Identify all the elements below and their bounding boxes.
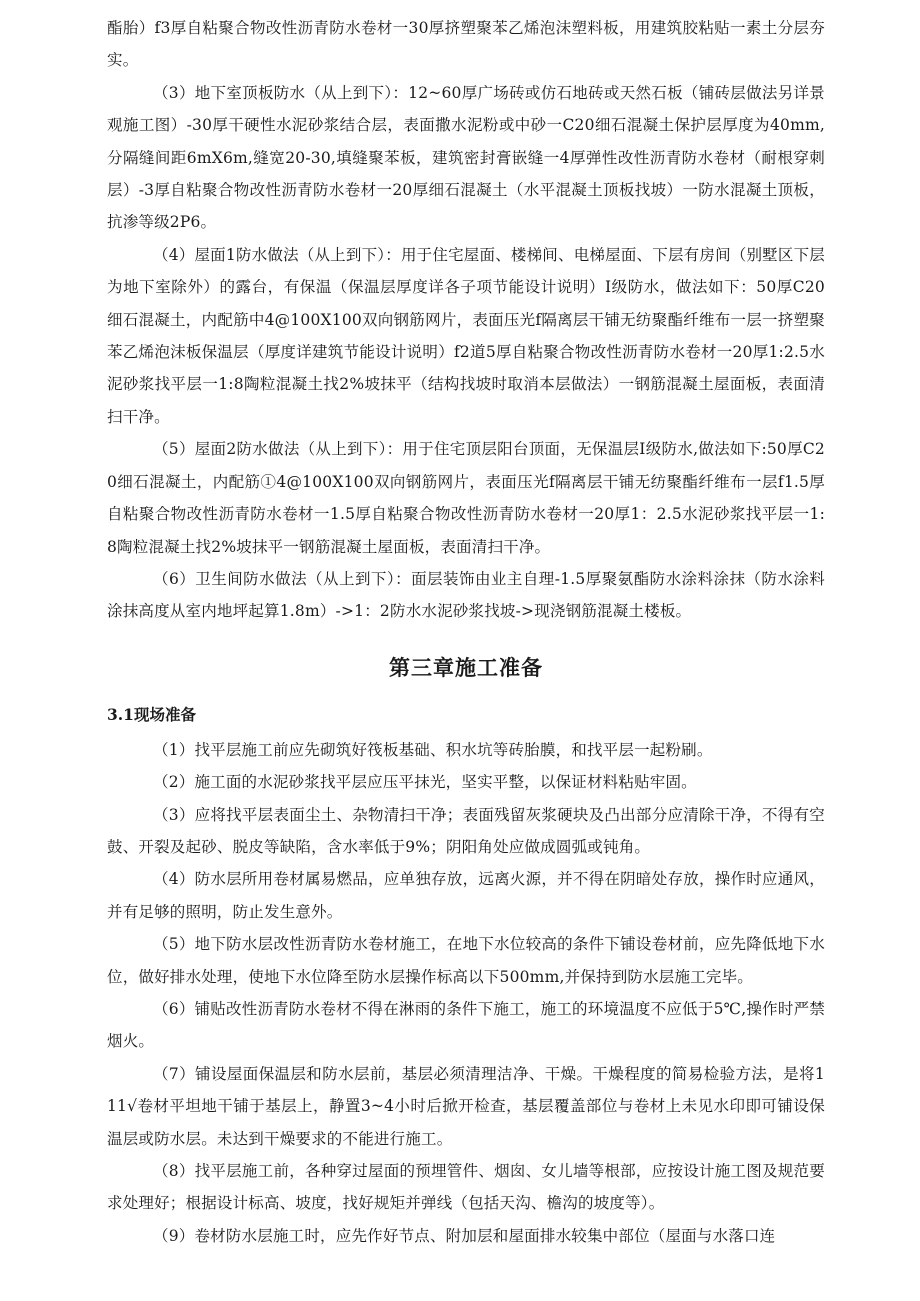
- list-item: （4）防水层所用卷材属易燃品，应单独存放，远离火源，并不得在阴暗处存放，操作时应通风，并有足够的照明，防止发生意外。: [107, 870, 825, 921]
- list-item: （9）卷材防水层施工时，应先作好节点、附加层和屋面排水较集中部位（屋面与水落口连: [153, 1226, 776, 1245]
- list-item: （5）地下防水层改性沥青防水卷材施工，在地下水位较高的条件下铺设卷材前，应先降低地下水位，做好排水处理，使地下水位降至防水层操作标高以下500mm,并保持到防水层施工完毕。: [107, 935, 825, 986]
- chapter-title: 第三章施工准备: [389, 654, 543, 680]
- paragraph-roof1-waterproofing: （4）屋面1防水做法（从上到下）：用于住宅屋面、楼梯间、电梯屋面、下层有房间（别墅区下层为地下室除外）的露台，有保温（保温层厚度详各子项节能设计说明）I级防水，做法如下：50厚C20细石混凝土，内配筋中4@100X100双向钢筋网片，表面压光f隔离层干铺无纺聚酯纤维布一层一挤塑聚苯乙烯泡沫板保温层（厚度详建筑节能设计说明）f2道5厚自粘聚合物改性沥青防水卷材一20厚1:2.5水泥砂浆找平层一1:8陶粒混凝土找2%坡抹平（结构找坡时取消本层做法）一钢筋混凝土屋面板，表面清扫干净。: [107, 245, 825, 426]
- paragraph-bathroom-waterproofing: （6）卫生间防水做法（从上到下）：面层装饰由业主自理-1.5厚聚氨酯防水涂料涂抹（防水涂料涂抹高度从室内地坪起算1.8m）->1：2防水水泥砂浆找坡->现浇钢筋混凝土楼板。: [107, 569, 825, 621]
- intro-continuation: 酯胎）f3厚自粘聚合物改性沥青防水卷材一30厚挤塑聚苯乙烯泡沫塑料板，用建筑胶粘贴一素土分层夯实。: [107, 19, 825, 70]
- paragraph-roof2-waterproofing: （5）屋面2防水做法（从上到下）：用于住宅顶层阳台顶面，无保温层I级防水,做法如下:50厚C20细石混凝土，内配筋①4@100X100双向钢筋网片，表面压光f隔离层干铺无纺聚酯纤维布一层f1.5厚自粘聚合物改性沥青防水卷材一1.5厚自粘聚合物改性沥青防水卷材一20厚1：2.5水泥砂浆找平层一1:8陶粒混凝土找2%坡抹平一钢筋混凝土屋面板，表面清扫干净。: [107, 440, 825, 556]
- paragraph-basement-roof-waterproofing: （3）地下室顶板防水（从上到下）：12~60厚广场砖或仿石地砖或天然石板（铺砖层做法另详景观施工图）-30厚干硬性水泥砂浆结合层，表面撒水泥粉或中砂一C20细石混凝土保护层厚度为40mm,分隔缝间距6mX6m,缝宽20-30,填缝聚苯板，建筑密封膏嵌缝一4厚弹性改性沥青防水卷材（耐根穿刺层）-3厚自粘聚合物改性沥青防水卷材一20厚细石混凝土（水平混凝土顶板找坡）一防水混凝土顶板，抗渗等级2P6。: [107, 83, 825, 232]
- list-item: （8）找平层施工前，各种穿过屋面的预埋管件、烟囱、女儿墙等根部，应按设计施工图及规范要求处理好；根据设计标高、坡度，找好规矩并弹线（包括天沟、檐沟的坡度等）。: [107, 1162, 825, 1213]
- list-item: （7）铺设屋面保温层和防水层前，基层必须清理洁净、干燥。干燥程度的简易检验方法，是将111√卷材平坦地干铺于基层上，静置3~4小时后掀开检查，基层覆盖部位与卷材上未见水印即可铺设保温层或防水层。未达到干燥要求的不能进行施工。: [107, 1064, 825, 1148]
- section-title: 3.1现场准备: [107, 704, 196, 724]
- document-page: [107, 12, 825, 1252]
- list-item: （2）施工面的水泥砂浆找平层应压平抹光，坚实平整，以保证材料粘贴牢固。: [153, 773, 697, 792]
- list-item: （6）铺贴改性沥青防水卷材不得在淋雨的条件下施工，施工的环境温度不应低于5℃,操作时严禁烟火。: [107, 999, 825, 1051]
- list-item: （3）应将找平层表面尘土、杂物清扫干净；表面残留灰浆硬块及凸出部分应清除干净，不得有空鼓、开裂及起砂、脱皮等缺陷，含水率低于9%；阴阳角处应做成圆弧或钝角。: [107, 805, 825, 856]
- list-item: （1）找平层施工前应先砌筑好筏板基础、积水坑等砖胎膜，和找平层一起粉刷。: [153, 740, 713, 759]
